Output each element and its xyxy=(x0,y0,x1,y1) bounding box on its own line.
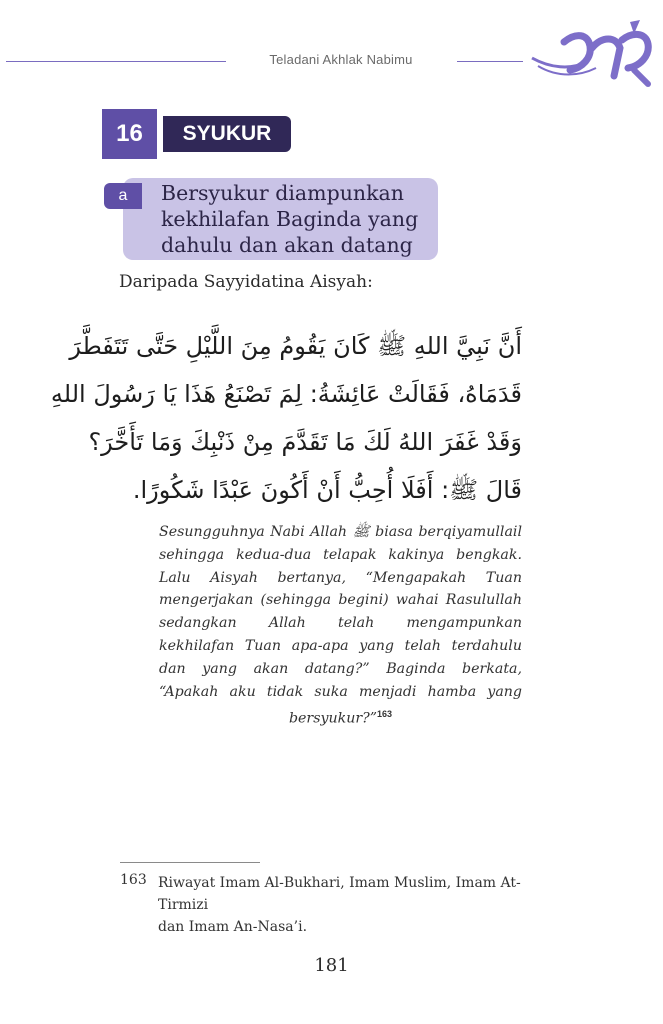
footnote-divider xyxy=(120,862,260,863)
translation-line: sehingga kedua-dua telapak kakinya bengkak. xyxy=(159,546,522,563)
footnote-line: Riwayat Imam Al-Bukhari, Imam Muslim, Imam At-Tirmizi xyxy=(158,875,521,913)
chapter-number: 16 xyxy=(102,109,157,159)
running-header-title: Teladani Akhlak Nabimu xyxy=(269,52,413,67)
page-number: 181 xyxy=(314,955,349,976)
footnote-line: dan Imam An-Nasa’i. xyxy=(158,919,308,935)
arabic-line: قَالَ ﷺ: أَفَلَا أُحِبُّ أَنْ أَكُونَ عَبْدًا شَكُورًا. xyxy=(132,476,522,504)
translation-line: kekhilafan Tuan apa-apa yang telah terdahulu xyxy=(159,637,522,654)
translation-line: dan yang akan datang?” Baginda berkata, xyxy=(159,660,522,677)
footnote-reference[interactable]: 163 xyxy=(377,709,393,720)
arabic-hadith-text xyxy=(50,322,522,514)
hadith-translation xyxy=(159,521,522,726)
header-rule-left xyxy=(6,61,226,62)
publisher-logo-icon xyxy=(530,18,656,90)
translation-line: sedangkan Allah telah mengampunkan xyxy=(159,615,522,632)
arabic-line: أَنَّ نَبِيَّ اللهِ ﷺ كَانَ يَقُومُ مِنَ اللَّيْلِ حَتَّى تَتَفَطَّرَ xyxy=(69,332,522,360)
footnote-text xyxy=(158,872,538,938)
translation-line: Sesungguhnya Nabi Allah ﷺ biasa berqiyamullail xyxy=(159,524,522,540)
translation-line: “Apakah aku tidak suka menjadi hamba yang xyxy=(159,683,522,700)
footnote-number: 163 xyxy=(120,872,147,888)
arabic-line: قَدَمَاهُ، فَقَالَتْ عَائِشَةُ: لِمَ تَصْنَعُ هَذَا يَا رَسُولَ اللهِ xyxy=(50,380,522,408)
section-letter: a xyxy=(104,183,142,209)
header-rule-right xyxy=(457,61,523,62)
translation-line: Lalu Aisyah bertanya, “Mengapakah Tuan xyxy=(159,569,522,586)
chapter-title: SYUKUR xyxy=(163,116,291,152)
section-title-line: kekhilafan Baginda yang xyxy=(161,207,419,231)
arabic-line: وَقَدْ غَفَرَ اللهُ لَكَ مَا تَقَدَّمَ مِنْ ذَنْبِكَ وَمَا تَأَخَّرَ؟ xyxy=(88,428,522,456)
translation-line: mengerjakan (sehingga begini) wahai Rasulullah xyxy=(159,592,522,609)
hadith-intro: Daripada Sayyidatina Aisyah: xyxy=(119,272,373,292)
section-title xyxy=(161,180,433,258)
translation-last-line xyxy=(159,703,522,726)
section-title-line: Bersyukur diampunkan xyxy=(161,181,404,205)
translation-line: bersyukur?” xyxy=(288,711,378,728)
section-title-line: dahulu dan akan datang xyxy=(161,233,413,257)
